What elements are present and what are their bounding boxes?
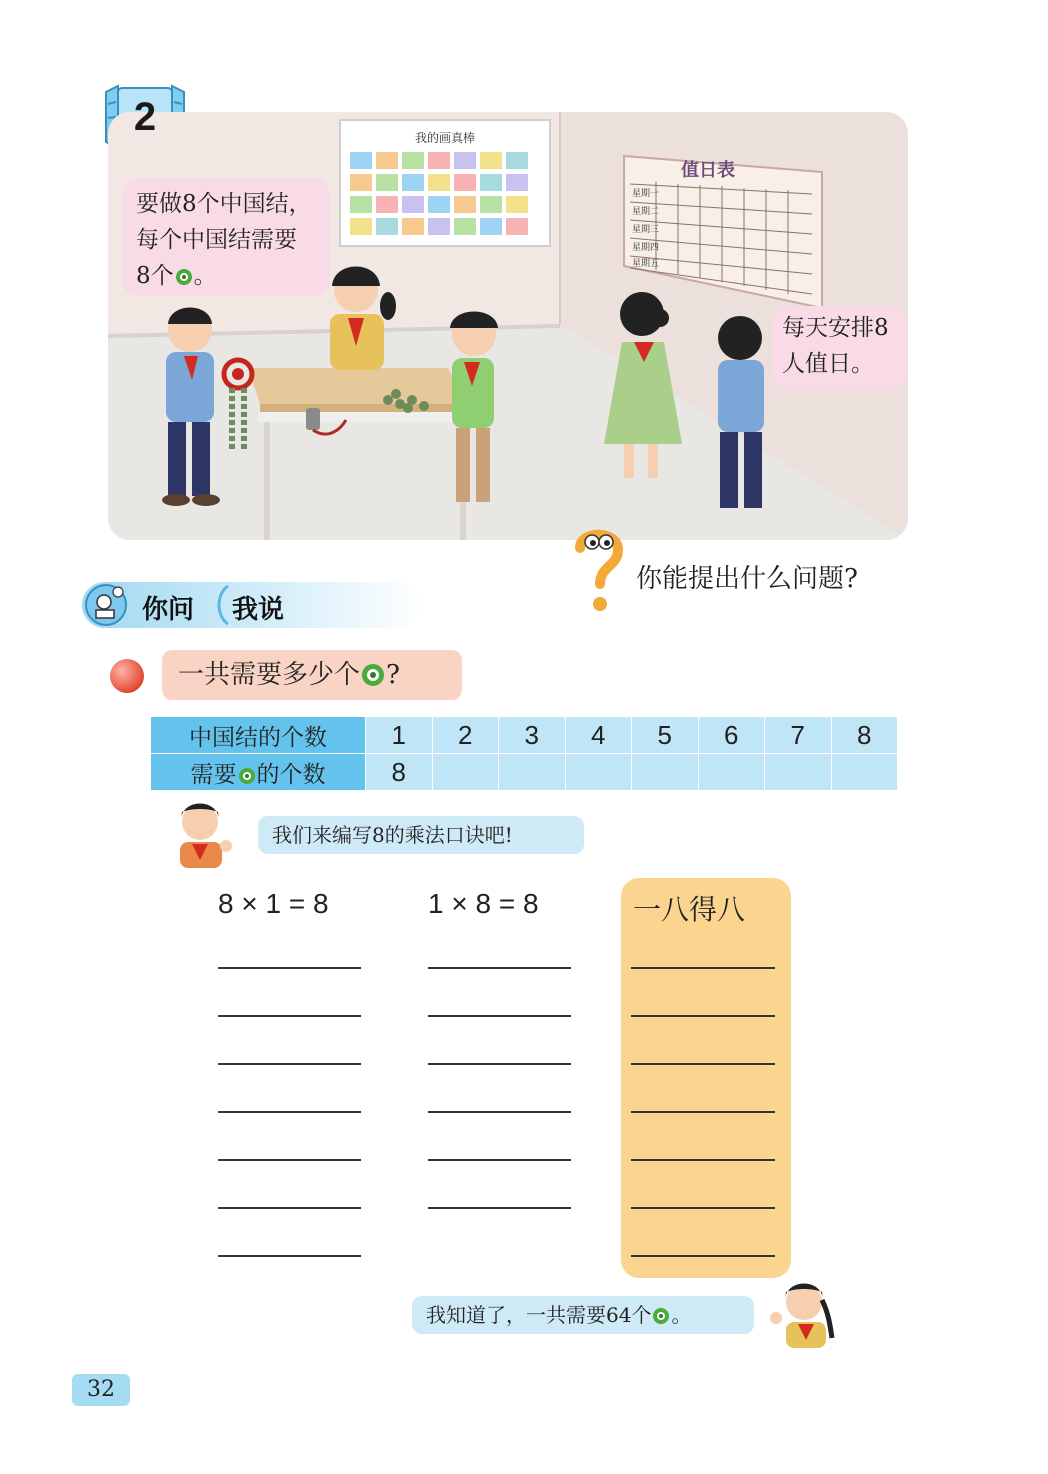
equation-col2-first: 1 × 8 = 8 bbox=[428, 888, 539, 919]
rhyme-blank[interactable] bbox=[631, 1111, 775, 1113]
knot-bead-table bbox=[150, 716, 898, 791]
knot-count-cell: 8 bbox=[831, 717, 898, 754]
rhyme-blank[interactable] bbox=[631, 1207, 775, 1209]
bead-count-cell[interactable] bbox=[565, 754, 632, 791]
rhyme-blank[interactable] bbox=[631, 1255, 775, 1257]
question-pill: 一共需要多少个 ? bbox=[162, 650, 462, 700]
knot-count-cell: 2 bbox=[432, 717, 499, 754]
answer-speech: 我知道了，一共需要64个 。 bbox=[412, 1296, 754, 1334]
bead-count-cell[interactable] bbox=[831, 754, 898, 791]
question-mark-mascot-icon bbox=[572, 526, 626, 614]
duty-day-3: 星期三 bbox=[632, 225, 660, 235]
answer-blank[interactable] bbox=[428, 967, 571, 969]
poster-title: 我的画真棒 bbox=[414, 131, 476, 145]
question-prompt: 你能提出什么问题? bbox=[636, 564, 858, 594]
page-number: 32 bbox=[72, 1374, 130, 1406]
answer-blank[interactable] bbox=[218, 1111, 361, 1113]
bead-count-cell[interactable] bbox=[765, 754, 832, 791]
answer-blank[interactable] bbox=[428, 1063, 571, 1065]
table-row bbox=[151, 754, 898, 791]
rhyme-blank[interactable] bbox=[631, 1159, 775, 1161]
answer-blank[interactable] bbox=[218, 967, 361, 969]
answer-blank[interactable] bbox=[428, 1207, 571, 1209]
duty-day-4: 星期四 bbox=[632, 243, 660, 253]
girl-avatar bbox=[168, 798, 234, 868]
answer-blank[interactable] bbox=[218, 1063, 361, 1065]
duty-day-2: 星期二 bbox=[632, 207, 660, 217]
duty-bubble-line-2: 人值日。 bbox=[782, 351, 874, 377]
red-bullet-icon bbox=[108, 657, 146, 695]
knot-count-cell: 1 bbox=[366, 717, 433, 754]
rhyme-blank[interactable] bbox=[631, 967, 775, 969]
bead-icon bbox=[362, 664, 384, 686]
answer-blank[interactable] bbox=[218, 1015, 361, 1017]
duty-day-5: 星期五 bbox=[632, 259, 660, 269]
answer-blank[interactable] bbox=[218, 1255, 361, 1257]
answer-blank[interactable] bbox=[218, 1159, 361, 1161]
duty-bubble bbox=[772, 306, 906, 390]
duty-day-1: 星期一 bbox=[632, 189, 660, 199]
bead-count-cell: 8 bbox=[366, 754, 433, 791]
knot-count-cell: 7 bbox=[765, 717, 832, 754]
duty-bubble-line-1: 每天安排8 bbox=[782, 315, 889, 341]
row-label-beads: 需要 的个数 bbox=[151, 754, 366, 791]
rhyme-column bbox=[621, 878, 791, 1278]
bead-count-cell[interactable] bbox=[632, 754, 699, 791]
bead-count-cell[interactable] bbox=[432, 754, 499, 791]
answer-blank[interactable] bbox=[218, 1207, 361, 1209]
section-title-say: 我说 bbox=[232, 595, 285, 625]
knot-bubble-line-2: 每个中国结需要 bbox=[136, 227, 297, 253]
knot-count-cell: 5 bbox=[632, 717, 699, 754]
knot-bubble bbox=[122, 178, 330, 296]
answer-blank[interactable] bbox=[428, 1111, 571, 1113]
knot-bubble-line-3: 8个 。 bbox=[136, 263, 217, 289]
table-row bbox=[151, 717, 898, 754]
bead-icon bbox=[176, 269, 192, 285]
bead-count-cell[interactable] bbox=[698, 754, 765, 791]
rhyme-blank[interactable] bbox=[631, 1063, 775, 1065]
equation-col1-first: 8 × 1 = 8 bbox=[218, 888, 329, 919]
duty-chart-title: 值日表 bbox=[681, 160, 735, 181]
knot-bubble-line-1: 要做8个中国结， bbox=[136, 191, 312, 217]
problem-number: 2 bbox=[133, 95, 157, 139]
knot-count-cell: 4 bbox=[565, 717, 632, 754]
girl-speech: 我们来编写8的乘法口诀吧! bbox=[258, 816, 584, 854]
rhyme-first: 一八得八 bbox=[633, 893, 746, 926]
bead-icon bbox=[239, 768, 255, 784]
question-text: 一共需要多少个 bbox=[178, 660, 361, 690]
knot-count-cell: 6 bbox=[698, 717, 765, 754]
section-header bbox=[82, 580, 422, 630]
answer-blank[interactable] bbox=[428, 1159, 571, 1161]
rhyme-blank[interactable] bbox=[631, 1015, 775, 1017]
knot-count-cell: 3 bbox=[499, 717, 566, 754]
girl-with-braids-avatar bbox=[770, 1278, 836, 1348]
bead-count-cell[interactable] bbox=[499, 754, 566, 791]
section-title-ask: 你问 bbox=[142, 595, 195, 625]
answer-blank[interactable] bbox=[428, 1015, 571, 1017]
row-label-knots: 中国结的个数 bbox=[151, 717, 366, 754]
bead-icon bbox=[653, 1308, 669, 1324]
